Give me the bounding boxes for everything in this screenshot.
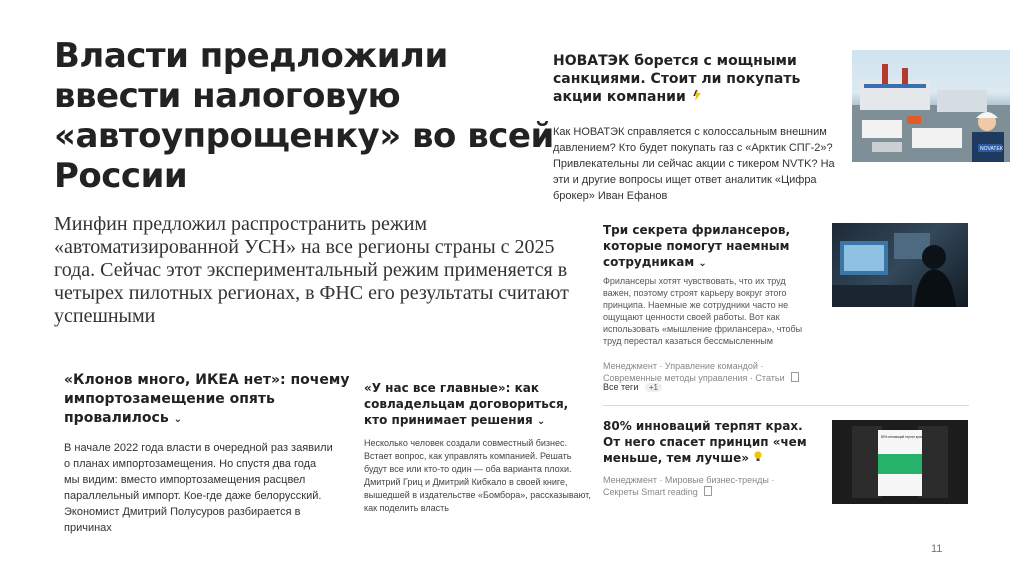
all-tags-label: Все теги [603, 382, 639, 392]
freelancers-title-text: Три секрета фрилансеров, которые помогут наемным сотрудникам [603, 223, 791, 269]
chevron-down-icon[interactable]: ⌄ [173, 414, 182, 425]
bulb-icon [753, 451, 763, 465]
book-cover-text: 80% инноваций терпят крах [881, 435, 923, 439]
freelancers-meta-text: Менеджмент · Управление командой · Современные методы управления · Статьи [603, 361, 785, 383]
novatek-logo: NOVATEK [980, 146, 1004, 152]
innovations-meta-text: Менеджмент · Мировые бизнес-тренды · Секреты Smart reading [603, 475, 775, 497]
all-tags-link[interactable] [603, 382, 662, 392]
freelancers-card-title[interactable] [603, 222, 803, 272]
innovations-card-title[interactable] [603, 418, 808, 466]
freelancers-card-image[interactable] [832, 223, 968, 307]
novatek-card-title[interactable] [553, 52, 823, 106]
innovations-card-image[interactable] [832, 420, 968, 504]
novatek-card-body: Как НОВАТЭК справляется с колоссальным внешним давлением? Кто будет покупать газ с «Арктик СПГ-2»? Привлекательны ли сейчас акции с тикером NVTK? На эти и другие вопросы ищет ответ аналитик «Цифра брокер» Иван Ефанов [553, 126, 835, 202]
innovations-title-text: 80% инноваций терпят крах. От него спасет принцип «чем меньше, тем лучше» [603, 419, 807, 465]
novatek-card-image[interactable] [852, 50, 1010, 162]
bosses-card-title[interactable] [364, 380, 589, 430]
clones-title-text: «Клонов много, ИКЕА нет»: почему импортозамещение опять провалилось [64, 372, 350, 426]
tags-count-badge: +1 [645, 383, 662, 392]
clones-card-body: В начале 2022 года власти в очередной раз заявили о планах импортозамещения. Но спустя два года мы видим: вместо импортозамещения расцвел параллельный импорт. Кое-где даже белорусский. Экономист Дмитрий Полусуров разбирается в причинах [64, 442, 333, 534]
innovations-card-meta [603, 474, 803, 498]
clones-card-title[interactable] [64, 371, 354, 429]
section-divider [603, 405, 969, 406]
lead-paragraph: Минфин предложил распространить режим «автоматизированной УСН» на все регионы страны с 2025 года. Сейчас этот экспериментальный режим применяется в четырех пилотных регионах, в ФНС его результаты считают успешными [54, 213, 569, 327]
chevron-down-icon[interactable]: ⌄ [536, 416, 546, 427]
chevron-down-icon[interactable]: ⌄ [698, 258, 707, 269]
page-title: Власти предложили ввести налоговую «автоупрощенку» во всей России [54, 36, 554, 196]
flash-icon [691, 89, 703, 105]
freelancers-card-body: Фрилансеры хотят чувствовать, что их труд важен, поэтому строят карьеру вокруг этого принципа. Наемные же сотрудники часто не ощущают ценности своей работы. Вот как использовать «мышление фрилансера», чтобы труд перестал казаться бессмысленным [603, 276, 803, 346]
novatek-title-text: НОВАТЭК борется с мощными санкциями. Стоит ли покупать акции компании [553, 53, 801, 105]
bosses-card-body: Несколько человек создали совместный бизнес. Встает вопрос, как управлять компанией. Решать будут все или кто-то один — оба варианта плохи. Дмитрий Гриц и Дмитрий Кибкало в своей книге, вышедшей в издательстве «Бомбора», рассказывают, как поделить власть [364, 438, 591, 513]
bookmark-icon[interactable] [704, 486, 712, 496]
bookmark-icon[interactable] [791, 372, 799, 382]
bosses-title-text: «У нас все главные»: как совладельцам договориться, кто принимает решения [364, 381, 569, 427]
freelancers-card-meta [603, 360, 813, 384]
page-number: 11 [931, 543, 943, 555]
